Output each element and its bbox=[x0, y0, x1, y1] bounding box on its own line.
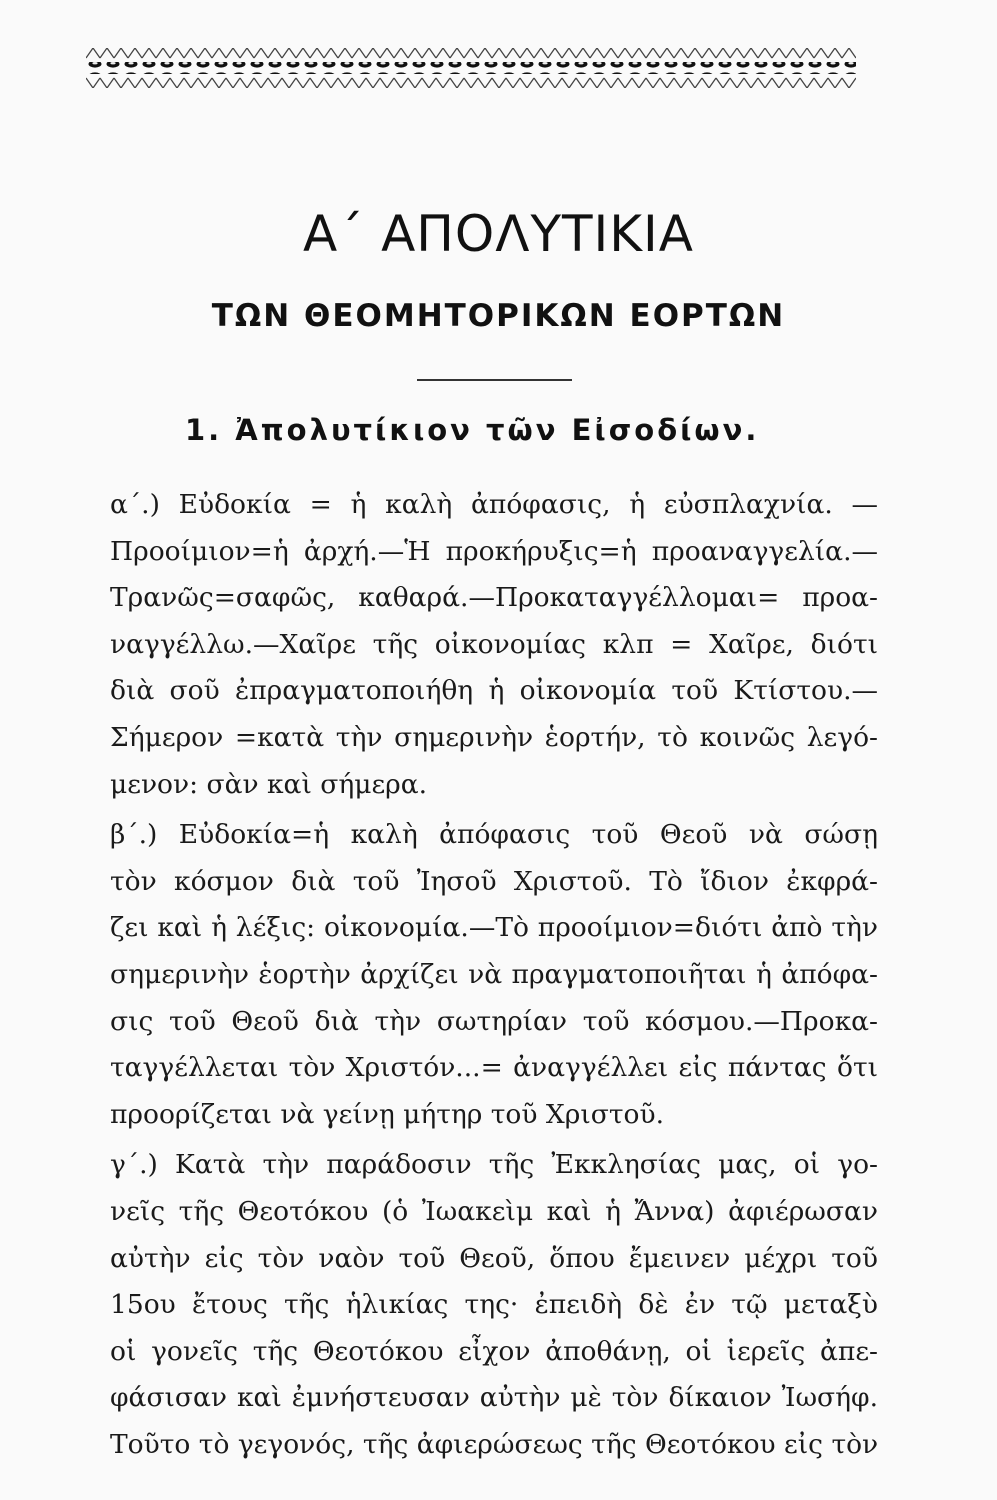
text-line: γ΄.) Κατὰ τὴν παράδοσιν τῆς Ἐκκλησίας μας, οἱ γο- bbox=[110, 1149, 878, 1181]
text-line: σις τοῦ Θεοῦ διὰ τὴν σωτηρίαν τοῦ κόσμου.—Προκα- bbox=[110, 1005, 878, 1037]
text-line: οἱ γονεῖς τῆς Θεοτόκου εἶχον ἀποθάνῃ, οἱ ἱερεῖς ἀπε- bbox=[110, 1335, 878, 1367]
text-line: ζει καὶ ἡ λέξις: οἰκονομία.—Τὸ προοίμιον=διότι ἀπὸ τὴν bbox=[110, 912, 878, 944]
text-line: σημερινὴν ἑορτὴν ἀρχίζει νὰ πραγματοποιῆται ἡ ἀπόφα- bbox=[110, 958, 878, 990]
text-line: Σήμερον =κατὰ τὴν σημερινὴν ἑορτήν, τὸ κοινῶς λεγό- bbox=[110, 721, 878, 753]
paragraph-beta bbox=[110, 812, 878, 1138]
paragraph-alpha bbox=[110, 482, 878, 808]
text-line: τὸν κόσμον διὰ τοῦ Ἰησοῦ Χριστοῦ. Τὸ ἴδιον ἐκφρά- bbox=[110, 865, 878, 897]
text-line: Τρανῶς=σαφῶς, καθαρά.—Προκαταγγέλλομαι= προα- bbox=[110, 582, 878, 614]
text-line: μενον: σὰν καὶ σήμερα. bbox=[110, 768, 428, 800]
page-subtitle: ΤΩΝ ΘΕΟΜΗΤΟΡΙΚΩΝ ΕΟΡΤΩΝ bbox=[211, 298, 786, 334]
text-line: προορίζεται νὰ γείνῃ μήτηρ τοῦ Χριστοῦ. bbox=[110, 1098, 664, 1130]
text-line: ναγγέλλω.—Χαῖρε τῆς οἰκονομίας κλπ = Χαῖρε, διότι bbox=[110, 628, 878, 660]
decorative-border-ornament bbox=[86, 46, 856, 90]
text-line: ταγγέλλεται τὸν Χριστόν...= ἀναγγέλλει εἰς πάντας ὅτι bbox=[110, 1052, 878, 1084]
text-line: β΄.) Εὐδοκία=ἡ καλὴ ἀπόφασις τοῦ Θεοῦ νὰ σώσῃ bbox=[110, 819, 878, 851]
text-line: Προοίμιον=ἡ ἀρχή.—Ἡ προκήρυξις=ἡ προαναγγελία.— bbox=[110, 535, 878, 567]
text-line: νεῖς τῆς Θεοτόκου (ὁ Ἰωακεὶμ καὶ ἡ Ἄννα) ἀφιέρωσαν bbox=[110, 1195, 878, 1227]
text-line: 15ου ἔτους τῆς ἡλικίας της· ἐπειδὴ δὲ ἐν τῷ μεταξὺ bbox=[110, 1289, 878, 1321]
text-line: διὰ σοῦ ἐπραγματοποιήθη ἡ οἰκονομία τοῦ Κτίστου.— bbox=[110, 675, 878, 707]
paragraph-gamma bbox=[110, 1142, 878, 1468]
section-heading: 1. Ἀπολυτίκιον τῶν Εἰσοδίων. bbox=[185, 413, 760, 447]
text-line: Τοῦτο τὸ γεγονός, τῆς ἀφιερώσεως τῆς Θεοτόκου εἰς τὸν bbox=[110, 1428, 879, 1460]
divider-rule bbox=[417, 379, 572, 381]
body-text bbox=[110, 482, 878, 1472]
page-title: Α΄ ΑΠΟΛΥΤΙΚΙΑ bbox=[302, 205, 695, 263]
text-line: φάσισαν καὶ ἐμνήστευσαν αὐτὴν μὲ τὸν δίκαιον Ἰωσήφ. bbox=[110, 1382, 878, 1414]
text-line: α΄.) Εὐδοκία = ἡ καλὴ ἀπόφασις, ἡ εὐσπλαχνία. — bbox=[110, 489, 878, 520]
text-line: αὐτὴν εἰς τὸν ναὸν τοῦ Θεοῦ, ὅπου ἔμεινεν μέχρι τοῦ bbox=[110, 1242, 878, 1274]
